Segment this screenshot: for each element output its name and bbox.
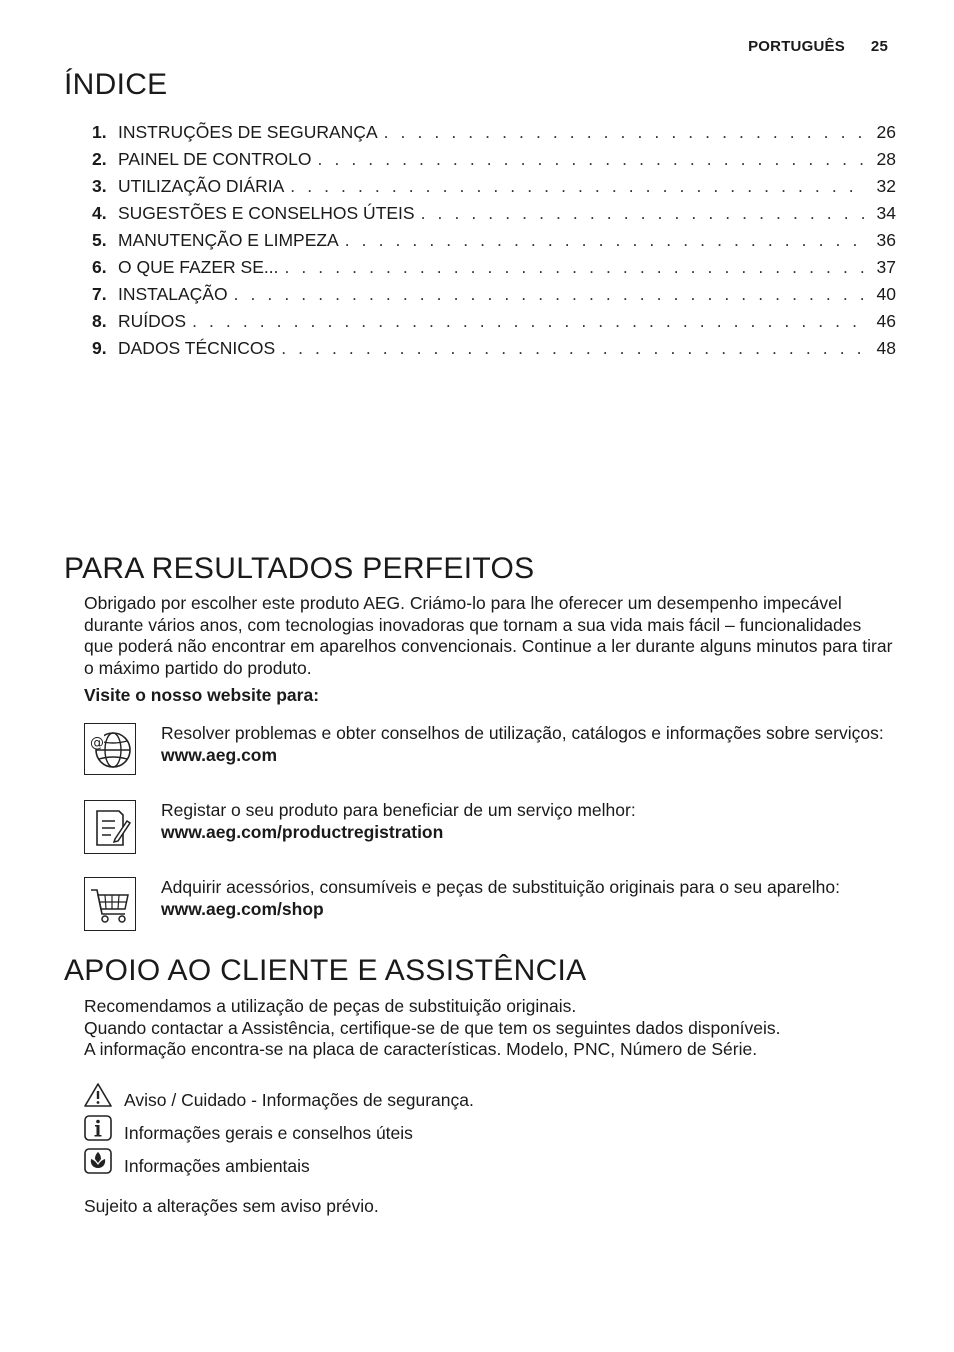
toc-title: DADOS TÉCNICOS	[118, 338, 276, 358]
toc-number: 5.	[92, 230, 107, 250]
toc-row[interactable]	[92, 122, 896, 149]
toc-page: 37	[876, 257, 896, 277]
service-shop-text: Adquirir acessórios, consumíveis e peças de substituição originais para o seu aparelho:	[161, 877, 840, 897]
warning-triangle-icon	[84, 1082, 112, 1108]
toc-row[interactable]	[92, 284, 896, 311]
toc-page: 36	[876, 230, 896, 250]
intro-paragraph: Obrigado por escolher este produto AEG. Criámo-lo para lhe oferecer um desempenho impecável durante vários anos, com tecnologias inovadoras que tornam a sua vida mais fácil – funcionalidades que poderá não encontrar em aparelhos convencionais. Continue a ler durante alguns minutos para tirar o máximo partido do produto.	[84, 593, 893, 678]
legend-item-environment	[84, 1156, 684, 1182]
toc-page: 28	[876, 149, 896, 169]
toc-row[interactable]	[92, 149, 896, 176]
support-line: Recomendamos a utilização de peças de substituição originais.	[84, 996, 577, 1016]
toc-number: 8.	[92, 311, 107, 331]
toc-title: O QUE FAZER SE...	[118, 257, 279, 277]
toc-title: MANUTENÇÃO E LIMPEZA	[118, 230, 339, 250]
shop-link[interactable]: www.aeg.com/shop	[161, 898, 324, 919]
toc-leader	[290, 176, 864, 197]
aeg-website-link[interactable]: www.aeg.com	[161, 744, 278, 765]
toc-leader	[281, 338, 864, 359]
toc-row[interactable]	[92, 338, 896, 365]
toc-leader	[234, 284, 864, 305]
disclaimer-note: Sujeito a alterações sem aviso prévio.	[84, 1196, 379, 1216]
globe-at-icon	[84, 723, 136, 775]
visit-label: Visite o nosso website para:	[84, 685, 320, 705]
toc-number: 2.	[92, 149, 107, 169]
toc-title: PAINEL DE CONTROLO	[118, 149, 312, 169]
registration-link[interactable]: www.aeg.com/productregistration	[161, 821, 444, 842]
toc-title: INSTALAÇÃO	[118, 284, 228, 304]
toc-leader	[421, 203, 864, 224]
header-language: PORTUGUÊS	[748, 38, 845, 55]
info-icon	[84, 1115, 112, 1141]
toc-title: RUÍDOS	[118, 311, 187, 331]
toc-title: INSTRUÇÕES DE SEGURANÇA	[118, 122, 378, 142]
toc-title: SUGESTÕES E CONSELHOS ÚTEIS	[118, 203, 415, 223]
shopping-cart-icon	[84, 877, 136, 931]
legend-text: Aviso / Cuidado - Informações de segurança.	[124, 1090, 474, 1110]
toc-row[interactable]	[92, 311, 896, 338]
page-header	[748, 38, 888, 55]
legend-text: Informações ambientais	[124, 1156, 310, 1176]
legend-text: Informações gerais e conselhos úteis	[124, 1123, 413, 1143]
toc-page: 48	[876, 338, 896, 358]
support-paragraph	[84, 996, 894, 1061]
toc-page: 32	[876, 176, 896, 196]
table-of-contents	[92, 122, 896, 365]
toc-number: 1.	[92, 122, 107, 142]
toc-heading: ÍNDICE	[64, 68, 168, 101]
toc-page: 26	[876, 122, 896, 142]
toc-number: 3.	[92, 176, 107, 196]
toc-number: 7.	[92, 284, 107, 304]
legend-item-info	[84, 1123, 684, 1149]
toc-title: UTILIZAÇÃO DIÁRIA	[118, 176, 285, 196]
toc-number: 6.	[92, 257, 107, 277]
toc-row[interactable]	[92, 257, 896, 284]
support-heading: APOIO AO CLIENTE E ASSISTÊNCIA	[64, 954, 587, 987]
page-number: 25	[870, 38, 888, 55]
toc-row[interactable]	[92, 176, 896, 203]
toc-leader	[318, 149, 864, 170]
toc-leader	[192, 311, 864, 332]
support-line: Quando contactar a Assistência, certifique-se de que tem os seguintes dados disponíveis.	[84, 1017, 781, 1038]
service-support-text: Resolver problemas e obter conselhos de utilização, catálogos e informações sobre serviços:	[161, 723, 884, 743]
support-line: A informação encontra-se na placa de características. Modelo, PNC, Número de Série.	[84, 1039, 758, 1059]
svg-text:@: @	[90, 735, 104, 751]
registration-form-icon	[84, 800, 136, 854]
environment-leaf-icon	[84, 1148, 112, 1174]
toc-number: 9.	[92, 338, 107, 358]
toc-page: 34	[876, 203, 896, 223]
results-heading: PARA RESULTADOS PERFEITOS	[64, 552, 535, 585]
toc-row[interactable]	[92, 230, 896, 257]
toc-leader	[284, 257, 864, 278]
toc-row[interactable]	[92, 203, 896, 230]
toc-leader	[384, 122, 864, 143]
toc-page: 46	[876, 311, 896, 331]
toc-page: 40	[876, 284, 896, 304]
toc-leader	[345, 230, 864, 251]
toc-number: 4.	[92, 203, 107, 223]
service-registration-text: Registar o seu produto para beneficiar de um serviço melhor:	[161, 800, 636, 820]
legend-item-warning	[84, 1090, 684, 1116]
